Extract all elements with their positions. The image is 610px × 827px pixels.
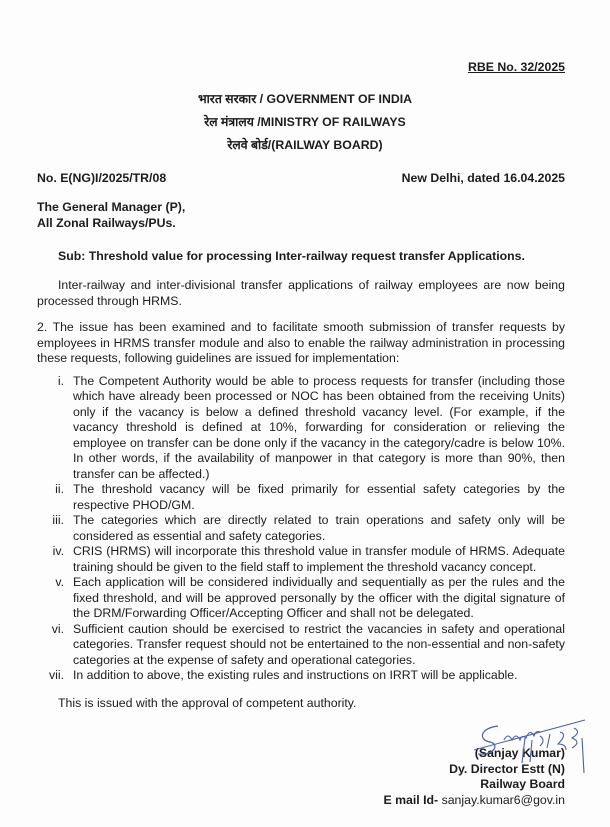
handwritten-signature <box>470 718 600 778</box>
item-number: iv. <box>52 544 64 558</box>
item-text: The Competent Authority would be able to process requests for transfer (including those which have already been processed or NOC has been obtained from the receiving Units) only if the vacancy is below a defined threshold vacancy level. (For example, if the vacancy threshold is defined at 10%, forwarding for consideration or relieving the employee on transfer can be done only if the vacancy in the category/cadre is below 10%. In other words, if the availability of manpower in that category is more than 90%, then transfer can be affected.) <box>73 373 565 481</box>
item-text: In addition to above, the existing rules and instructions on IRRT will be applicable. <box>73 668 518 682</box>
list-item <box>37 544 565 575</box>
list-item <box>37 575 565 622</box>
item-text: Each application will be considered individually and sequentially as per the rules and the fixed threshold, and will be approved personally by the officer with the digital signature of the DRM/Forwarding Officer/Accepting Officer and shall not be delegated. <box>73 575 565 620</box>
addressee-line1: The General Manager (P), <box>37 200 186 214</box>
signatory-designation: Dy. Director Estt (N) <box>449 761 565 776</box>
item-number: iii. <box>52 513 64 527</box>
email-label: E mail Id- <box>383 792 439 807</box>
item-text: The threshold vacancy will be fixed primarily for essential safety categories by the respective PHOD/GM. <box>73 482 565 512</box>
item-number: v. <box>55 575 64 589</box>
addressee-line2: All Zonal Railways/PUs. <box>37 215 176 230</box>
addressee <box>37 200 185 231</box>
list-item <box>37 482 565 513</box>
list-item <box>37 513 565 544</box>
header-board: रेलवे बोर्ड/(RAILWAY BOARD) <box>227 138 383 152</box>
list-item <box>37 622 565 669</box>
paragraph-2: 2. The issue has been examined and to facilitate smooth submission of transfer requests by employees in HRMS transfer module and also to enable the railway administration in processing these requests, following guidelines are issued for implementation: <box>37 320 565 365</box>
item-text: CRIS (HRMS) will incorporate this threshold value in transfer module of HRMS. Adequate training should be given to the field staff to implement the threshold vacancy concept. <box>73 544 565 574</box>
list-item <box>37 668 565 684</box>
item-number: vii. <box>48 668 64 682</box>
letter-body <box>37 278 565 808</box>
header-ministry: रेल मंत्रालय /MINISTRY OF RAILWAYS <box>204 115 406 129</box>
signatory-office: Railway Board <box>480 777 565 791</box>
subject: Sub: Threshold value for processing Inter-railway request transfer Applications. <box>58 249 525 263</box>
rbe-number: RBE No. 32/2025 <box>467 60 565 74</box>
item-number: i. <box>57 373 64 388</box>
guidelines-list <box>37 374 565 684</box>
list-item <box>37 374 565 483</box>
email-address[interactable]: sanjay.kumar6@gov.in <box>441 792 565 807</box>
item-number: ii. <box>55 482 64 496</box>
item-number: vi. <box>51 621 64 636</box>
closing-line: This is issued with the approval of competent authority. <box>58 695 357 710</box>
header-government: भारत सरकार / GOVERNMENT OF INDIA <box>197 92 413 106</box>
paragraph-1: Inter-railway and inter-divisional transfer applications of railway employees are now being processed through HRMS. <box>37 278 565 308</box>
file-number: No. E(NG)I/2025/TR/08 <box>37 171 167 185</box>
place-date: New Delhi, dated 16.04.2025 <box>401 171 565 185</box>
signatory-name: (Sanjay Kumar) <box>474 746 565 760</box>
item-text: The categories which are directly related to train operations and safety only will be considered as essential and safety categories. <box>73 513 565 543</box>
item-text: Sufficient caution should be exercised to restrict the vacancies in safety and operational categories. Transfer request should not be entertained to the non-essential and non-safety categories at the expense of safety and operational categories. <box>73 621 565 667</box>
signature-block <box>37 746 565 808</box>
signatory-email <box>37 793 565 809</box>
